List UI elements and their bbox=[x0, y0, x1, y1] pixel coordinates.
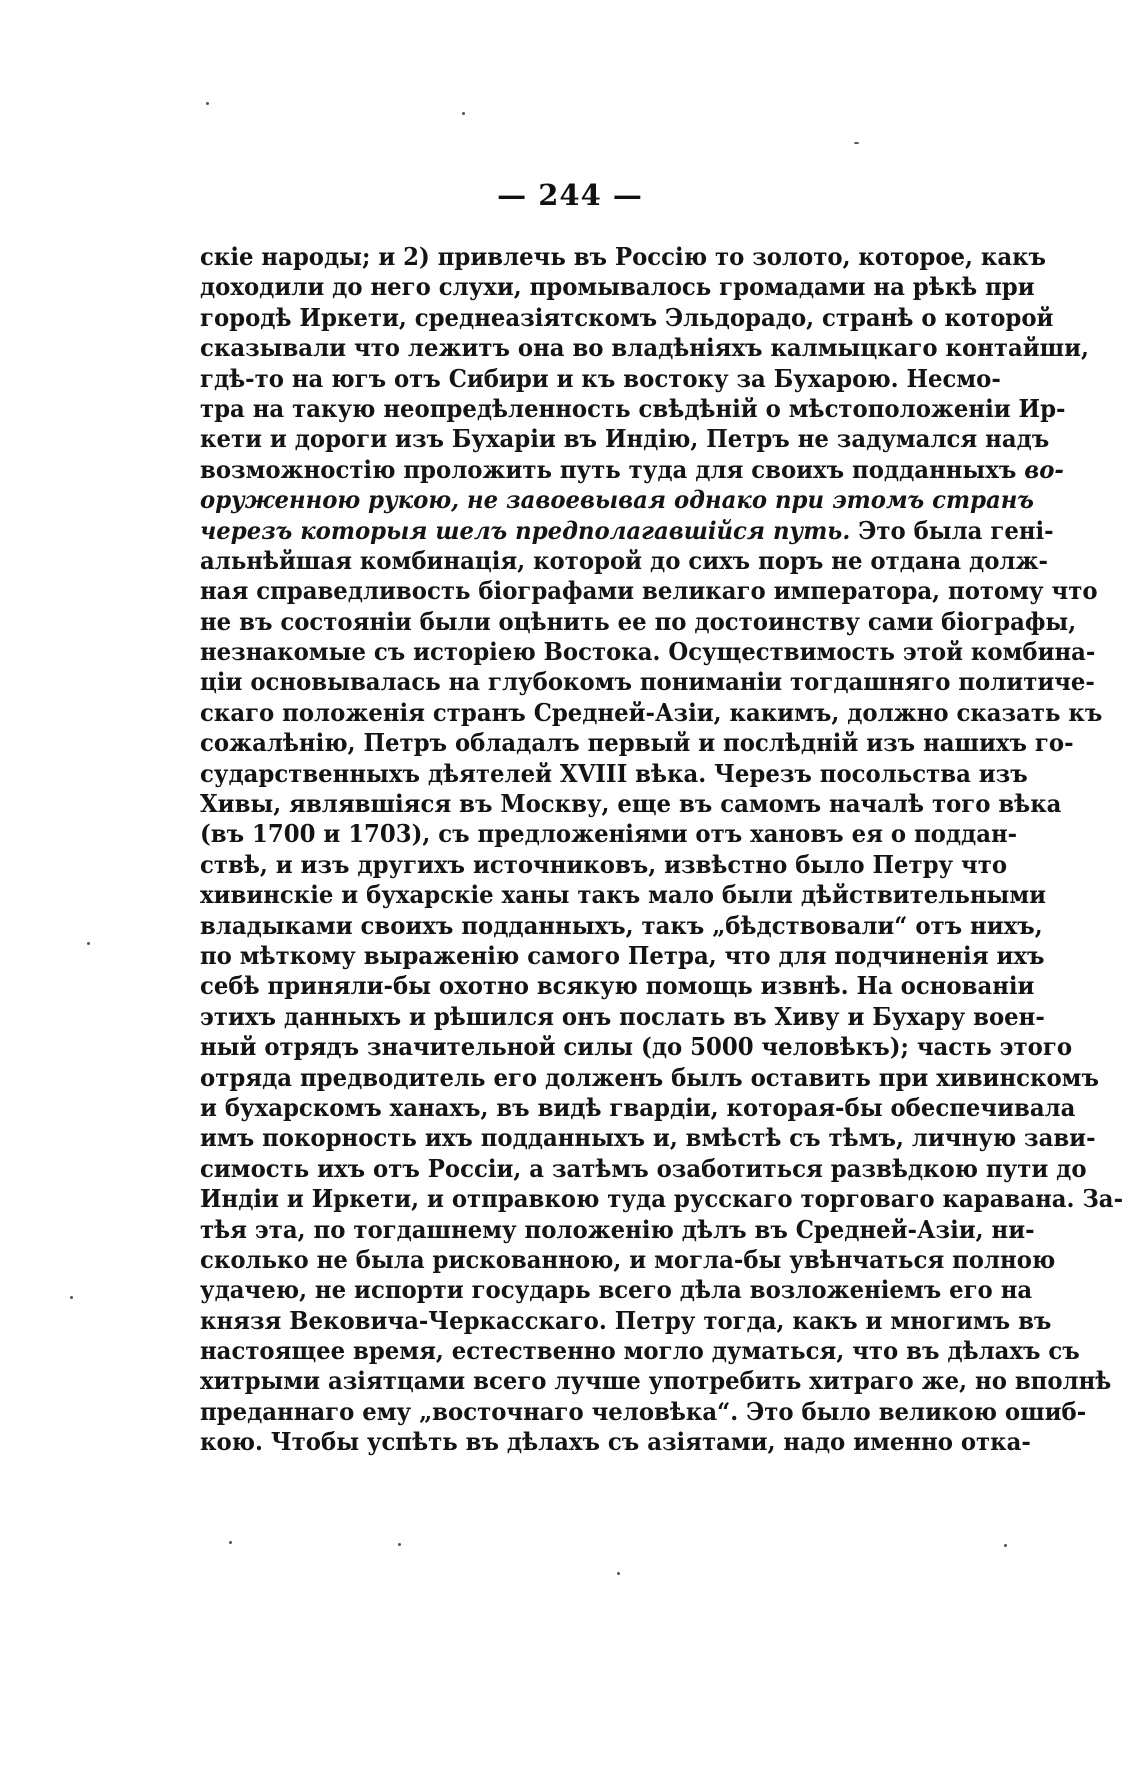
text-line bbox=[200, 606, 1077, 637]
scan-speck bbox=[206, 102, 209, 105]
line-text: отряда предводитель его долженъ былъ оставить при хивинскомъ bbox=[200, 1062, 1099, 1092]
scan-speck bbox=[398, 1543, 401, 1546]
text-line bbox=[200, 1214, 1035, 1245]
line-text: ціи основывалась на глубокомъ пониманіи тогдашняго политиче- bbox=[200, 667, 1095, 697]
text-line bbox=[200, 1001, 1045, 1032]
line-text: этихъ данныхъ и рѣшился онъ послать въ Хиву и Бухару воен- bbox=[200, 1001, 1045, 1031]
text-line bbox=[200, 637, 1096, 667]
text-line bbox=[200, 1032, 1073, 1062]
text-line bbox=[200, 545, 1048, 576]
line-italic-text: черезъ которыя шелъ предполагавшійся путь. bbox=[200, 515, 851, 545]
text-line bbox=[200, 910, 1043, 941]
line-text: кети и дороги изъ Бухаріи въ Индію, Петръ не задумался надъ bbox=[200, 424, 1050, 454]
text-line bbox=[200, 424, 1050, 454]
text-line bbox=[200, 1305, 1052, 1336]
text-line bbox=[200, 1244, 1056, 1275]
line-text: удачею, не испорти государь всего дѣла возложеніемъ его на bbox=[200, 1275, 1033, 1305]
text-line bbox=[200, 758, 1028, 789]
line-text: возможностію проложить путь туда для своихъ подданныхъ bbox=[200, 454, 1025, 484]
line-text: хитрыми азіятцами всего лучше употребить хитраго же, но вполнѣ bbox=[200, 1366, 1112, 1396]
scan-speck bbox=[462, 112, 465, 115]
line-text: Хивы, являвшіяся въ Москву, еще въ самомъ началѣ того вѣка bbox=[200, 789, 1062, 819]
line-text: ствѣ, и изъ другихъ источниковъ, извѣстно было Петру что bbox=[200, 849, 1008, 879]
line-text: городѣ Иркети, среднеазіятскомъ Эльдорадо, странѣ о которой bbox=[200, 302, 1054, 332]
line-text: преданнаго ему „восточнаго человѣка“. Это было великою ошиб- bbox=[200, 1396, 1087, 1426]
text-line bbox=[200, 1184, 1124, 1214]
line-text: сударственныхъ дѣятелей XVIII вѣка. Черезъ посольства изъ bbox=[200, 758, 1028, 788]
scan-speck bbox=[617, 1572, 620, 1575]
line-text: доходили до него слухи, промывалось громадами на рѣкѣ при bbox=[200, 272, 1035, 302]
text-line bbox=[200, 454, 1064, 485]
text-line bbox=[200, 515, 1054, 546]
text-line bbox=[200, 940, 1045, 971]
text-line bbox=[200, 880, 1047, 910]
line-italic-text: во- bbox=[1024, 454, 1064, 484]
line-text: имъ покорность ихъ подданныхъ и, вмѣстѣ съ тѣмъ, личную зави- bbox=[200, 1123, 1096, 1153]
text-line bbox=[200, 1153, 1087, 1184]
line-text: гдѣ-то на югъ отъ Сибири и къ востоку за Бухарою. Несмо- bbox=[200, 363, 1001, 393]
scan-speck bbox=[87, 942, 90, 945]
text-line bbox=[200, 1427, 1031, 1457]
text-line bbox=[200, 1062, 1099, 1093]
line-text: Индіи и Иркети, и отправкою туда русскаго торговаго каравана. За- bbox=[200, 1184, 1124, 1214]
text-line bbox=[200, 1092, 1076, 1123]
line-text: альнѣйшая комбинація, которой до сихъ поръ не отдана долж- bbox=[200, 545, 1048, 575]
line-text: и бухарскомъ ханахъ, въ видѣ гвардіи, которая-бы обеспечивала bbox=[200, 1092, 1076, 1122]
line-text: (въ 1700 и 1703), съ предложеніями отъ хановъ ея о поддан- bbox=[200, 819, 1018, 849]
text-line bbox=[200, 333, 1089, 363]
scan-speck bbox=[229, 1541, 232, 1544]
line-text: настоящее время, естественно могло думаться, что въ дѣлахъ съ bbox=[200, 1336, 1080, 1366]
text-line bbox=[200, 1396, 1087, 1427]
line-text-tail: Это была гені- bbox=[850, 515, 1054, 545]
page-number: — 244 — bbox=[497, 178, 643, 212]
text-line bbox=[200, 667, 1095, 697]
text-line bbox=[200, 697, 1103, 728]
scan-speck bbox=[70, 1296, 73, 1299]
text-line bbox=[200, 242, 1047, 272]
line-text: скаго положенія странъ Средней-Азіи, какимъ, должно сказать къ bbox=[200, 697, 1103, 727]
line-text: скіе народы; и 2) привлечь въ Россію то золото, которое, какъ bbox=[200, 242, 1047, 271]
line-text: по мѣткому выраженію самого Петра, что для подчиненія ихъ bbox=[200, 940, 1045, 970]
line-text: симость ихъ отъ Россіи, а затѣмъ озаботиться развѣдкою пути до bbox=[200, 1153, 1087, 1183]
text-line bbox=[200, 1336, 1080, 1366]
line-italic-text: оруженною рукою, не завоевывая однако при этомъ странъ bbox=[200, 485, 1034, 515]
line-text: ный отрядъ значительной силы (до 5000 человѣкъ); часть этого bbox=[200, 1032, 1073, 1062]
text-line bbox=[200, 393, 1066, 424]
text-line bbox=[200, 1123, 1096, 1153]
line-text: тѣя эта, по тогдашнему положенію дѣлъ въ Средней-Азіи, ни- bbox=[200, 1214, 1035, 1244]
line-text: сожалѣнію, Петръ обладалъ первый и послѣдній изъ нашихъ го- bbox=[200, 728, 1074, 758]
scan-speck bbox=[854, 142, 859, 144]
line-text: сказывали что лежитъ она во владѣніяхъ калмыцкаго контайши, bbox=[200, 333, 1089, 363]
scan-speck bbox=[1004, 1544, 1007, 1547]
text-line bbox=[200, 272, 1035, 302]
body-text bbox=[200, 242, 1124, 1458]
text-line bbox=[200, 849, 1008, 880]
line-text: сколько не была рискованною, и могла-бы увѣнчаться полною bbox=[200, 1244, 1056, 1274]
line-text: себѣ приняли-бы охотно всякую помощь извнѣ. На основаніи bbox=[200, 971, 1035, 1001]
text-line bbox=[200, 363, 1001, 394]
text-line bbox=[200, 485, 1034, 515]
line-text: хивинскіе и бухарскіе ханы такъ мало были дѣйствительными bbox=[200, 880, 1047, 910]
line-text: незнакомые съ исторіею Востока. Осуществимость этой комбина- bbox=[200, 637, 1096, 667]
text-line bbox=[200, 1275, 1033, 1305]
line-text: ная справедливость біографами великаго императора, потому что bbox=[200, 576, 1098, 606]
line-text: не въ состояніи были оцѣнить ее по достоинству сами біографы, bbox=[200, 606, 1077, 636]
line-text: князя Вековича-Черкасскаго. Петру тогда, какъ и многимъ въ bbox=[200, 1305, 1052, 1335]
line-text: кою. Чтобы успѣть въ дѣлахъ съ азіятами, надо именно отка- bbox=[200, 1427, 1031, 1457]
text-line bbox=[200, 819, 1018, 849]
text-line bbox=[200, 1366, 1112, 1396]
line-text: тра на такую неопредѣленность свѣдѣній о мѣстоположеніи Ир- bbox=[200, 393, 1066, 423]
text-line bbox=[200, 789, 1062, 819]
text-line bbox=[200, 728, 1074, 758]
text-line bbox=[200, 576, 1098, 606]
text-line bbox=[200, 971, 1035, 1001]
line-text: владыками своихъ подданныхъ, такъ „бѣдствовали“ отъ нихъ, bbox=[200, 910, 1043, 940]
text-line bbox=[200, 302, 1054, 333]
